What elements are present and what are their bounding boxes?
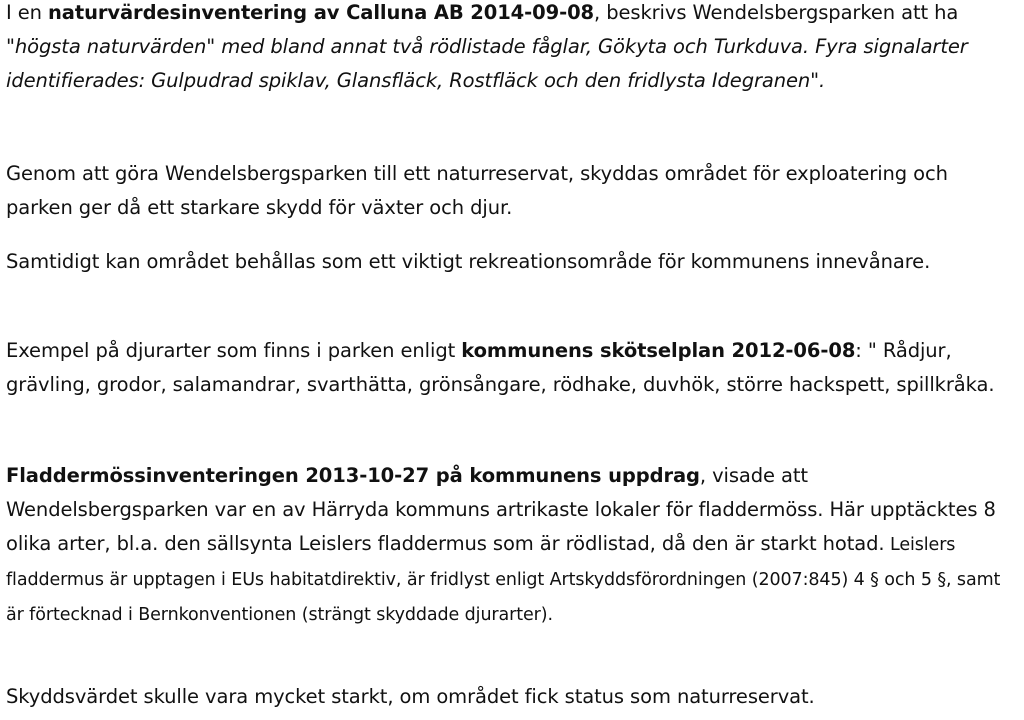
- p1-intro: I en: [6, 1, 49, 24]
- paragraph-bat-inventory: [6, 459, 1006, 632]
- p1-text: , beskrivs Wendelsbergsparken att ha: [594, 1, 959, 24]
- p4-bold-source: kommunens skötselplan 2012-06-08: [461, 339, 856, 362]
- p5-legal-text: Leislers fladdermus är upptagen i EUs habitatdirektiv, är fridlyst enligt Artskyddsförordningen (2007:845) 4 § och 5 §, samt är förtecknad i Bernkonventionen (strängt skyddade djurarter).: [6, 535, 1001, 625]
- p1-bold-source: naturvärdesinventering av Calluna AB 2014-09-08: [48, 1, 595, 24]
- paragraph-calluna-inventory: [6, 0, 1006, 98]
- p1-quote: "högsta naturvärden" med bland annat två rödlistade fåglar, Gökyta och Turkduva. Fyra signalarter identifierades: Gulpudrad spiklav, Glansfläck, Rostfläck och den fridlysta Idegranen".: [6, 35, 968, 92]
- p4-species-list: : " Rådjur, grävling, grodor, salamandrar, svarthätta, grönsångare, rödhake, duvhök, större hackspett, spillkråka.: [6, 339, 995, 396]
- paragraph-animal-species: [6, 334, 1006, 402]
- p4-intro: Exempel på djurarter som finns i parken enligt: [6, 339, 462, 362]
- p5-bold-source: Fladdermössinventeringen 2013-10-27 på kommunens uppdrag: [6, 464, 700, 487]
- paragraph-recreation: Samtidigt kan området behållas som ett viktigt rekreationsområde för kommunens innevånare.: [6, 250, 931, 273]
- paragraph-nature-reserve: Genom att göra Wendelsbergsparken till ett naturreservat, skyddas området för exploatering och parken ger då ett starkare skydd för växter och djur.: [6, 162, 948, 219]
- paragraph-conclusion: Skyddsvärdet skulle vara mycket starkt, om området fick status som naturreservat.: [6, 685, 815, 708]
- p5-text: , visade att Wendelsbergsparken var en av Härryda kommuns artrikaste lokaler för fladdermöss. Här upptäcktes 8 olika arter, bl.a. den sällsynta Leislers fladdermus som är rödlistad, då den är starkt hotad.: [6, 464, 996, 555]
